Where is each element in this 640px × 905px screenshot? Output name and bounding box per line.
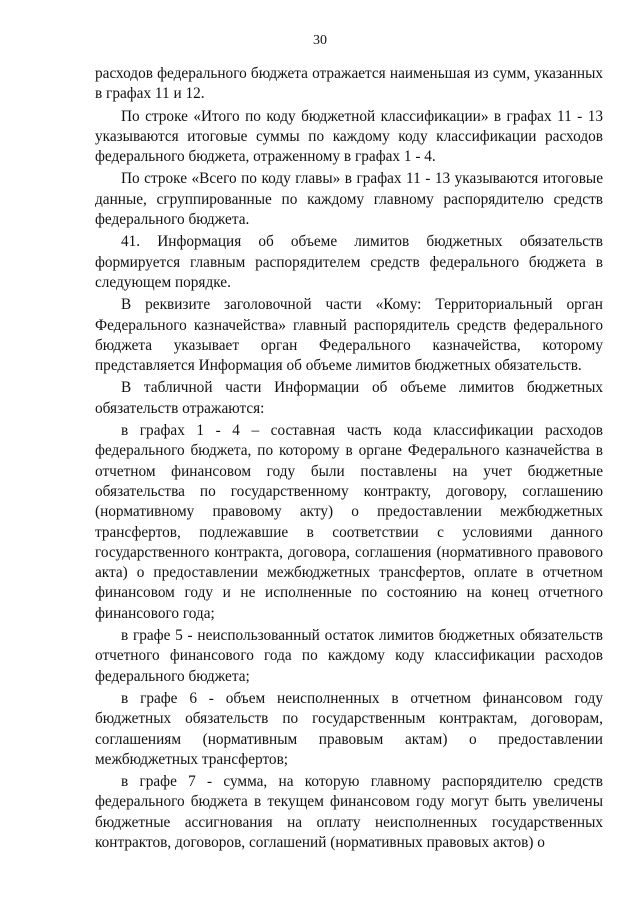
page-number: 30	[313, 33, 327, 48]
paragraph-header-requisite: В реквизите заголовочной части «Кому: Территориальный орган Федерального казначейства» главный распорядитель средств федерального бюджета указывает орган Федерального казначейства, которому представляется Информация об объеме лимитов бюджетных обязательств.	[95, 296, 603, 375]
paragraph-table-intro: В табличной части Информации об объеме лимитов бюджетных обязательств отражаются:	[95, 379, 603, 417]
paragraph-columns-1-4: в графах 1 - 4 – составная часть кода классификации расходов федерального бюджета, по которому в органе Федерального казначейства в отчетном финансовом году были поставлены на учет бюджетные обязательства по государственному контракту, договору, соглашению (нормативному правовому акту) о предоставлении межбюджетных трансфертов, подлежавшие в соответствии с условиями данного государственного контракта, договора, соглашения (нормативного правового акта) о предоставлении межбюджетных трансфертов, оплате в отчетном финансовом году и не исполненные по состоянию на конец отчетного финансового года;	[95, 422, 603, 622]
paragraph-section-41: 41. Информация об объеме лимитов бюджетных обязательств формируется главным распорядителем средств федерального бюджета в следующем порядке.	[95, 233, 603, 291]
document-body	[95, 64, 603, 853]
paragraph-column-5: в графе 5 - неиспользованный остаток лимитов бюджетных обязательств отчетного финансового года по каждому коду классификации расходов федерального бюджета;	[95, 627, 603, 685]
paragraph-column-7: в графе 7 - сумма, на которую главному распорядителю средств федерального бюджета в текущем финансовом году могут быть увеличены бюджетные ассигнования на оплату неисполненных государственных контрактов, договоров, соглашений (нормативных правовых актов) о	[95, 773, 603, 851]
paragraph-continuation: расходов федерального бюджета отражается наименьшая из сумм, указанных в графах 11 и 12.	[95, 65, 603, 103]
paragraph-column-6: в графе 6 - объем неисполненных в отчетном финансовом году бюджетных обязательств по государственным контрактам, договорам, соглашениям (нормативным правовым актам) о предоставлении межбюджетных трансфертов;	[95, 689, 603, 768]
paragraph-itogo: По строке «Итого по коду бюджетной классификации» в графах 11 - 13 указываются итоговые суммы по каждому коду классификации расходов федерального бюджета, отраженному в графах 1 - 4.	[95, 107, 603, 166]
paragraph-vsego: По строке «Всего по коду главы» в графах 11 - 13 указываются итоговые данные, сгруппированные по каждому главному распорядителю средств федерального бюджета.	[95, 170, 603, 229]
